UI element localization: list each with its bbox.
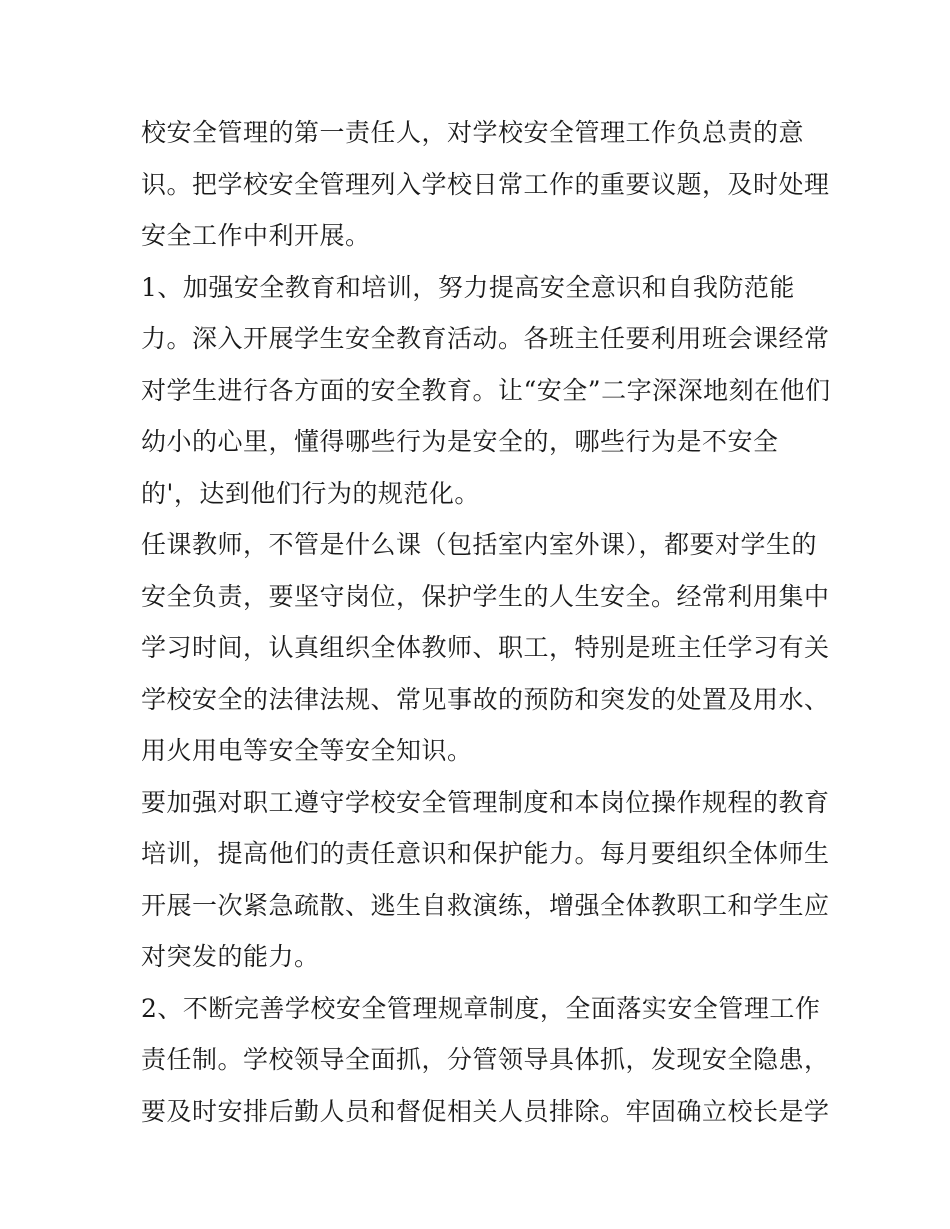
text-line: 幼小的心里，懂得哪些行为是安全的，哪些行为是不安全	[141, 427, 779, 456]
text-line: 用火用电等安全等安全知识。	[141, 736, 473, 765]
text-line: 要及时安排后勤人员和督促相关人员排除。牢固确立校长是学	[141, 1096, 830, 1126]
text-line: 学习时间，认真组织全体教师、职工，特别是班主任学习有关	[141, 633, 830, 662]
text-line: 任课教师，不管是什么课（包括室内室外课），都要对学生的	[141, 530, 818, 559]
text-line: 责任制。学校领导全面抓，分管领导具体抓，发现安全隐患，	[141, 1045, 830, 1074]
text-line: 1、加强安全教育和培训，努力提高安全意识和自我防范能	[141, 272, 795, 302]
text-line: 识。把学校安全管理列入学校日常工作的重要议题，及时处理	[141, 169, 830, 199]
text-line: 要加强对职工遵守学校安全管理制度和本岗位操作规程的教育	[141, 787, 830, 817]
text-line: 开展一次紧急疏散、逃生自救演练，增强全体教职工和学生应	[141, 890, 830, 920]
text-line: 安全负责，要坚守岗位，保护学生的人生安全。经常利用集中	[141, 581, 830, 611]
text-line: 力。深入开展学生安全教育活动。各班主任要利用班会课经常	[141, 324, 830, 353]
text-line: 校安全管理的第一责任人，对学校安全管理工作负总责的意	[141, 118, 805, 147]
text-line: 培训，提高他们的责任意识和保护能力。每月要组织全体师生	[141, 839, 830, 868]
text-line: 安全工作中利开展。	[141, 221, 371, 250]
text-line: 对突发的能力。	[141, 942, 320, 971]
document-body	[141, 107, 831, 1137]
text-line: 学校安全的法律法规、常见事故的预防和突发的处置及用水、	[141, 684, 830, 714]
text-line: 的'，达到他们行为的规范化。	[141, 478, 480, 508]
text-line: 对学生进行各方面的安全教育。让“安全”二字深深地刻在他们	[141, 375, 831, 405]
text-line: 2、不断完善学校安全管理规章制度，全面落实安全管理工作	[141, 993, 821, 1023]
